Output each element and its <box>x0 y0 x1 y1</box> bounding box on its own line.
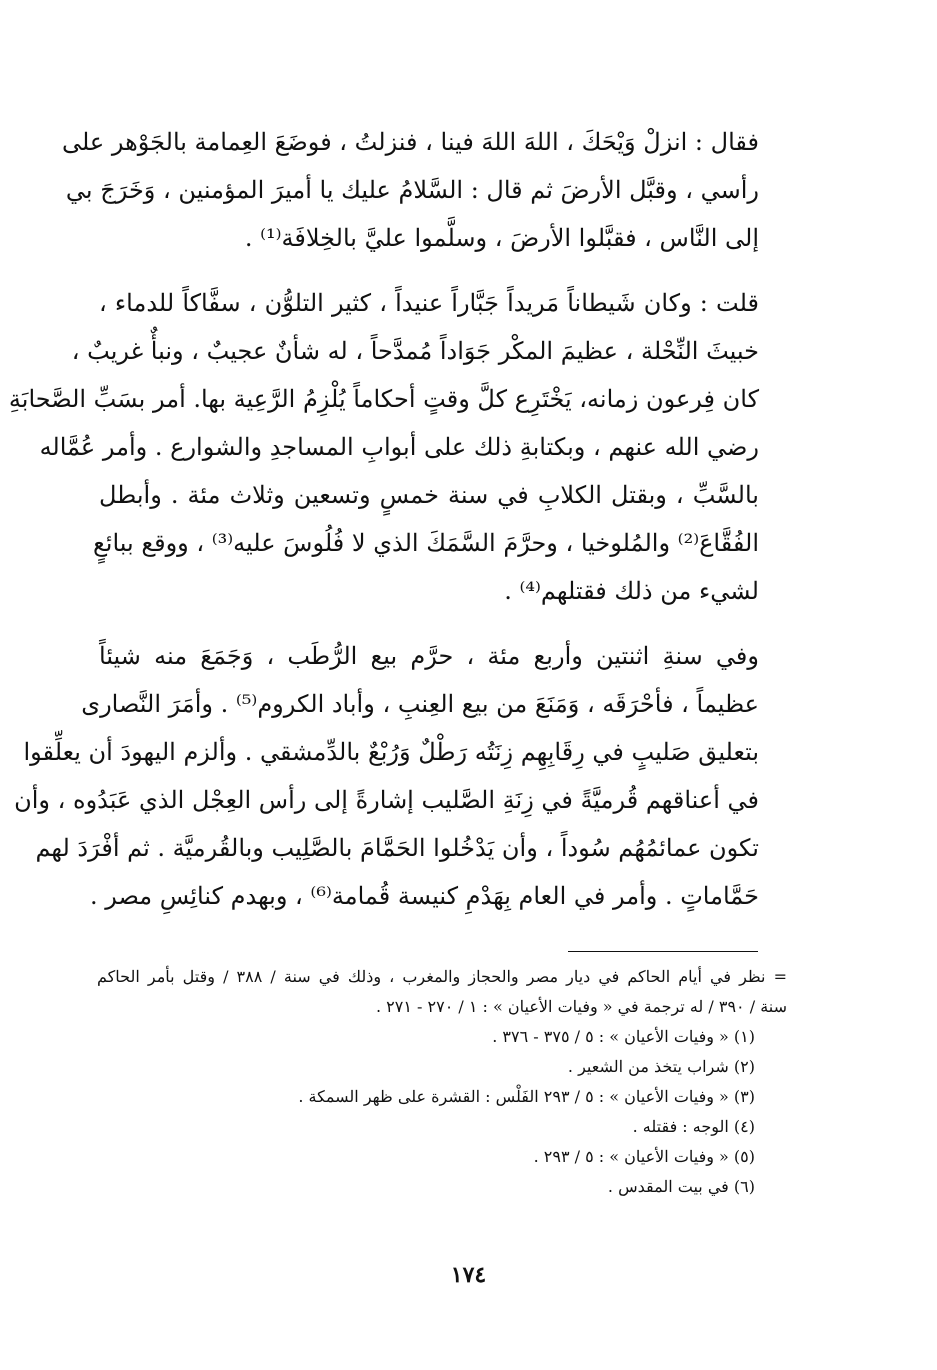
text-line: رضي الله عنهم ، وبكتابةِ ذلك على أبوابِ المساجدِ والشوارع . وأمر عُمَّاله <box>39 433 759 461</box>
text-line: وفي سنةِ اثنتين وأربع مئة ، حرَّم بيع الرُّطَب ، وَجَمَعَ منه شيئاً <box>99 642 759 670</box>
paragraph-1 <box>61 118 759 262</box>
footnote-3: (٣) « وفيات الأعيان » : ٥ / ٢٩٣ الفَلْس : القشرة على ظهر السمكة . <box>298 1087 755 1106</box>
text-line: الفُقَّاعَ⁽²⁾ والمُلوخيا ، وحرَّمَ السَّمَكَ الذي لا فُلُوسَ عليه⁽³⁾ ، ووقع ببائعٍ <box>93 529 759 557</box>
paragraph-2 <box>8 279 759 615</box>
footnote-continuation-line: سنة / ٣٩٠ / له ترجمة في « وفيات الأعيان » : ١ / ٢٧٠ - ٢٧١ . <box>376 997 787 1016</box>
footnote-1: (١) « وفيات الأعيان » : ٥ / ٣٧٥ - ٣٧٦ . <box>492 1027 755 1046</box>
footnote-separator <box>568 951 758 952</box>
main-text <box>8 118 759 937</box>
text-line: رأسي ، وقبَّل الأرضَ ثم قال : السَّلامُ عليك يا أميرَ المؤمنين ، وَخَرَجَ بي <box>65 176 759 204</box>
text-line: حَمَّاماتٍ . وأمر في العام بِهَدْمِ كنيسة قُمامة⁽⁶⁾ ، وبهدم كنائِسِ مصر . <box>89 882 759 910</box>
text-line: إلى النَّاس ، فقبَّلوا الأرضَ ، وسلَّموا عليَّ بالخِلافَة⁽¹⁾ . <box>244 224 759 252</box>
paragraph-3 <box>14 632 759 920</box>
footnote-2: (٢) شراب يتخذ من الشعير . <box>567 1057 755 1076</box>
text-line: قلت : وكان شَيطاناً مَريداً جَبَّاراً عنيداً ، كثير التلوُّن ، سفَّاكاً للدماء ، <box>99 289 759 317</box>
footnote-5: (٥) « وفيات الأعيان » : ٥ / ٢٩٣ . <box>533 1147 755 1166</box>
text-line: لشيء من ذلك فقتلهم⁽⁴⁾ . <box>504 577 759 605</box>
text-line: بالسَّبِّ ، وبقتل الكلابِ في سنة خمسٍ وتسعين وثلاث مئة . وأبطل <box>99 481 759 509</box>
text-line: كان فِرعون زمانه، يَخْتَرِع كلَّ وقتٍ أحكاماً يُلْزِمُ الرَّعِية بها. أمر بسَبِّ الصَّحابَةِ <box>8 385 759 413</box>
footnote-6: (٦) في بيت المقدس . <box>607 1177 755 1196</box>
text-line: عظيماً ، فأحْرَقَه ، وَمَنَعَ من بيع العِنبِ ، وأباد الكروم⁽⁵⁾ . وأمَرَ النَّصارى <box>81 690 759 718</box>
text-line: خبيثَ النِّحْلة ، عظيمَ المكْر جَوَاداً مُمدَّحاً ، له شأنٌ عجيبٌ ، ونبأٌ غريبٌ ، <box>71 337 759 365</box>
footnote-4: (٤) الوجه : فقتله . <box>632 1117 755 1136</box>
text-line: بتعليق صَليبٍ في رِقَابِهِم زِنَتُه رَطْلٌ وَرُبْعٌ بالدِّمشقي . وألزم اليهودَ أن يعلِّقوا <box>23 738 759 766</box>
text-line: فقال : انزلْ وَيْحَكَ ، اللهَ اللهَ فينا ، فنزلتُ ، فوضَعَ العِمامة بالجَوْهر على <box>61 128 759 156</box>
footnote-continuation-line: = نظر في أيام الحاكم في ديار مصر والحجاز والمغرب ، وذلك في سنة / ٣٨٨ / وقتل بأمر الحاكم <box>97 967 787 986</box>
text-line: تكون عمائمُهُم سُوداً ، وأن يَدْخُلوا الحَمَّامَ بالصَّلِيب وبالقُرميَّة . ثم أفْرَدَ لهم <box>35 834 759 862</box>
text-line: في أعناقهم قُرميَّةً في زِنَةِ الصَّليب إشارةً إلى رأس العِجْل الذي عَبَدُوه ، وأن <box>14 786 759 814</box>
footnotes <box>97 962 787 1202</box>
page-number: ١٧٤ <box>450 1262 487 1288</box>
